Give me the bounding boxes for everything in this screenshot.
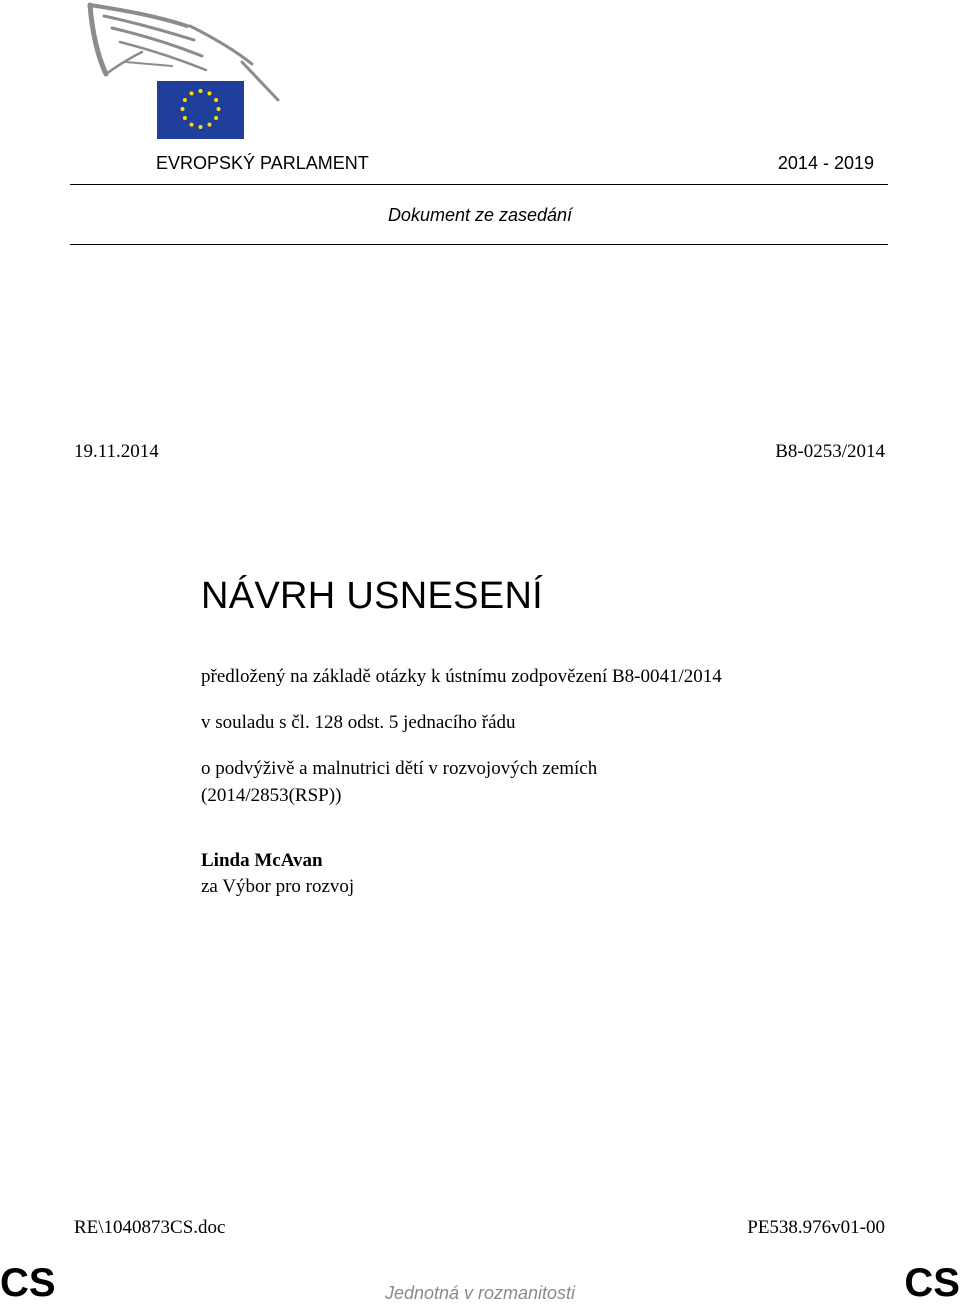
header-divider-bottom	[70, 244, 888, 245]
pe-reference: PE538.976v01-00	[747, 1217, 885, 1238]
language-code-right: CS	[904, 1261, 960, 1305]
document-date: 19.11.2014	[74, 441, 159, 462]
resolution-subject: o podvýživě a malnutrici dětí v rozvojových zemích	[201, 758, 598, 779]
parliamentary-term: 2014 - 2019	[777, 153, 874, 173]
author-name: Linda McAvan	[201, 850, 323, 871]
language-code-left: CS	[0, 1261, 56, 1305]
organisation-name: EVROPSKÝ PARLAMENT	[156, 153, 369, 173]
file-reference: RE\1040873CS.doc	[74, 1217, 226, 1238]
rule-reference: v souladu s čl. 128 odst. 5 jednacího řádu	[201, 712, 516, 733]
document-type: Dokument ze zasedání	[387, 205, 573, 225]
page-title: NÁVRH USNESENÍ	[201, 575, 544, 617]
procedure-number: (2014/2853(RSP))	[201, 785, 342, 806]
european-parliament-logo	[82, 2, 282, 142]
eu-motto: Jednotná v rozmanitosti	[384, 1283, 576, 1303]
committee-name: za Výbor pro rozvoj	[201, 876, 355, 897]
submission-basis: předložený na základě otázky k ústnímu zodpovězení B8-0041/2014	[201, 666, 722, 687]
document-reference: B8-0253/2014	[775, 441, 885, 462]
parliament-emblem-icon	[82, 2, 282, 142]
header-divider-top	[70, 184, 888, 185]
